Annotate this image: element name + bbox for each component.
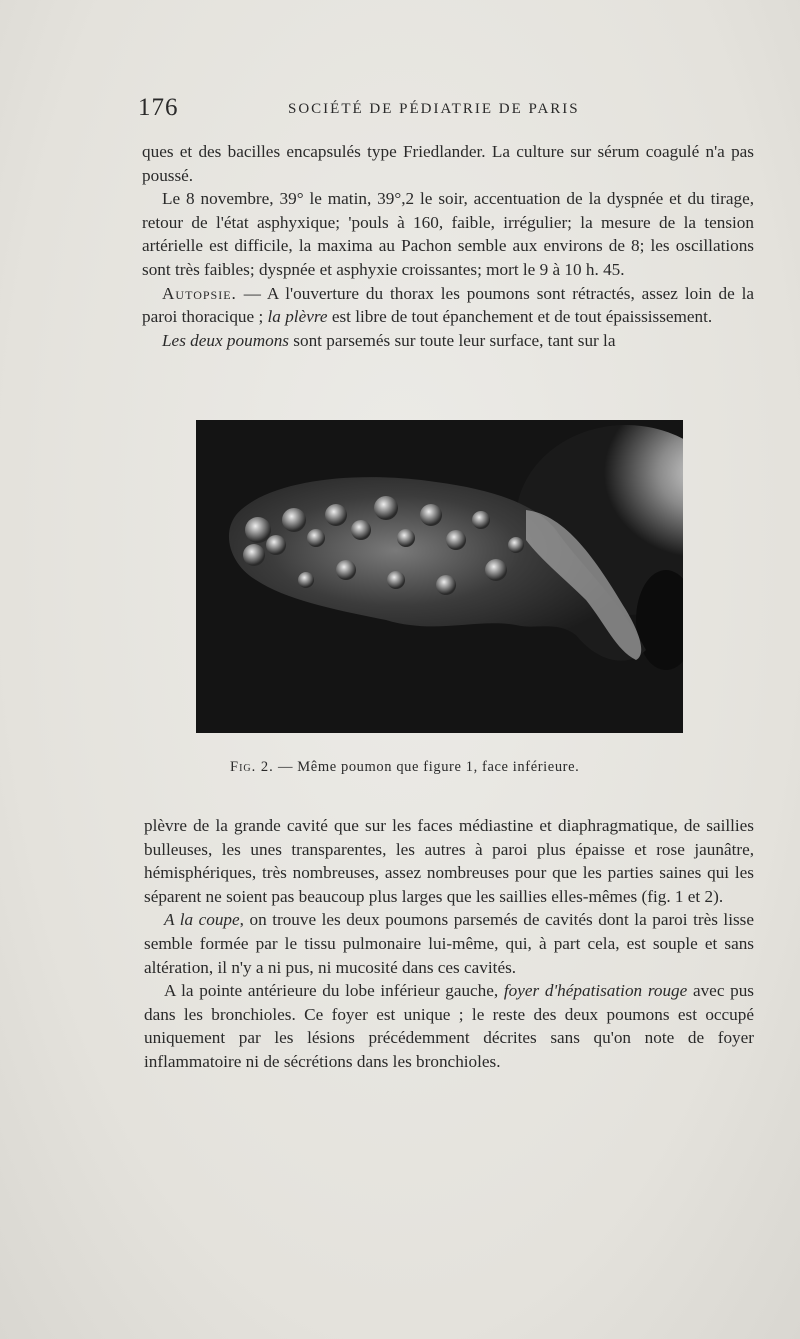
figure-caption-text: — Même poumon que figure 1, face inférieure. xyxy=(273,759,580,775)
bulla xyxy=(472,511,490,529)
running-title: SOCIÉTÉ DE PÉDIATRIE DE PARIS xyxy=(288,101,580,117)
focus-text-b: avec pus dans les bronchioles. Ce foyer est unique ; le reste des deux poumons est occupé uniquement par les lésions précédemment décrites sans qu'on note de foyer inflammatoire ni de sécrétions dans les bronchioles. xyxy=(144,981,754,1071)
bulla xyxy=(374,496,398,520)
bulla xyxy=(387,571,405,589)
bulla xyxy=(336,560,356,580)
figure-caption xyxy=(230,759,670,776)
bulla xyxy=(243,544,265,566)
bulla xyxy=(282,508,306,532)
autopsy-label: Autopsie. xyxy=(162,283,237,303)
focus-italic: foyer d'hépatisation rouge xyxy=(503,981,688,1001)
focus-text-a: A la pointe antérieure du lobe inférieur gauche, xyxy=(164,981,504,1001)
paragraph-november: Le 8 novembre, 39° le matin, 39°,2 le soir, accentuation de la dyspnée et du tirage, retour de l'état asphyxique; 'pouls à 160, faible, irrégulier; la mesure de la tension artérielle est difficile, la maxima au Pachon semble aux environs de 8; les oscillations sont très faibles; dyspnée et asphyxie croissantes; mort le 9 à 10 h. 45. xyxy=(142,189,754,279)
paragraph-pleura: plèvre de la grande cavité que sur les faces médiastine et diaphragmatique, de saillies bulleuses, les unes transparentes, les autres à paroi plus épaisse et rose jaunâtre, hémisphériques, très nombreuses, assez nombreuses pour que les parties saines qui les séparent ne soient pas beaucoup plus larges que les saillies elles-mêmes (fig. 1 et 2). xyxy=(144,816,754,906)
lung-photo-drawing xyxy=(196,420,683,733)
lungs-text: sont parsemés sur toute leur surface, tant sur la xyxy=(289,330,616,350)
cut-text: , on trouve les deux poumons parsemés de cavités dont la paroi très lisse semble formée par le tissu pulmonaire lui-même, qui, à part cela, est souple et sans altération, il n'y a ni pus, ni mucosité dans ces cavités. xyxy=(144,910,754,977)
bulla xyxy=(397,529,415,547)
paragraph-lungs xyxy=(142,329,754,353)
bulla xyxy=(307,529,325,547)
lungs-italic: Les deux poumons xyxy=(162,330,289,350)
bulla xyxy=(266,535,286,555)
bulla xyxy=(325,504,347,526)
autopsy-text-b: est libre de tout épanchement et de tout épaississement. xyxy=(327,307,713,327)
cut-italic: A la coupe xyxy=(164,910,240,930)
bulla xyxy=(298,572,314,588)
autopsy-text-a: — A l'ouverture du thorax les poumons sont rétractés, assez loin de la paroi thoracique ; xyxy=(142,283,754,327)
bulla xyxy=(436,575,456,595)
lung-photograph xyxy=(196,420,683,733)
page-header xyxy=(138,94,750,124)
paragraph-continuation: ques et des bacilles encapsulés type Friedlander. La culture sur sérum coagulé n'a pas poussé. xyxy=(142,142,754,185)
autopsy-italic: la plèvre xyxy=(267,307,328,327)
bulla xyxy=(446,530,466,550)
figure-label: Fig. 2. xyxy=(230,759,274,775)
bulla xyxy=(508,537,524,553)
bulla xyxy=(485,559,507,581)
bulla xyxy=(351,520,371,540)
bottom-text-block xyxy=(144,814,754,1074)
paragraph-cut xyxy=(144,908,754,979)
top-text-block xyxy=(142,140,754,352)
paragraph-focus xyxy=(144,979,754,1073)
bulla xyxy=(420,504,442,526)
paragraph-autopsy xyxy=(142,282,754,329)
page-number: 176 xyxy=(138,94,179,121)
bulla xyxy=(245,517,271,543)
